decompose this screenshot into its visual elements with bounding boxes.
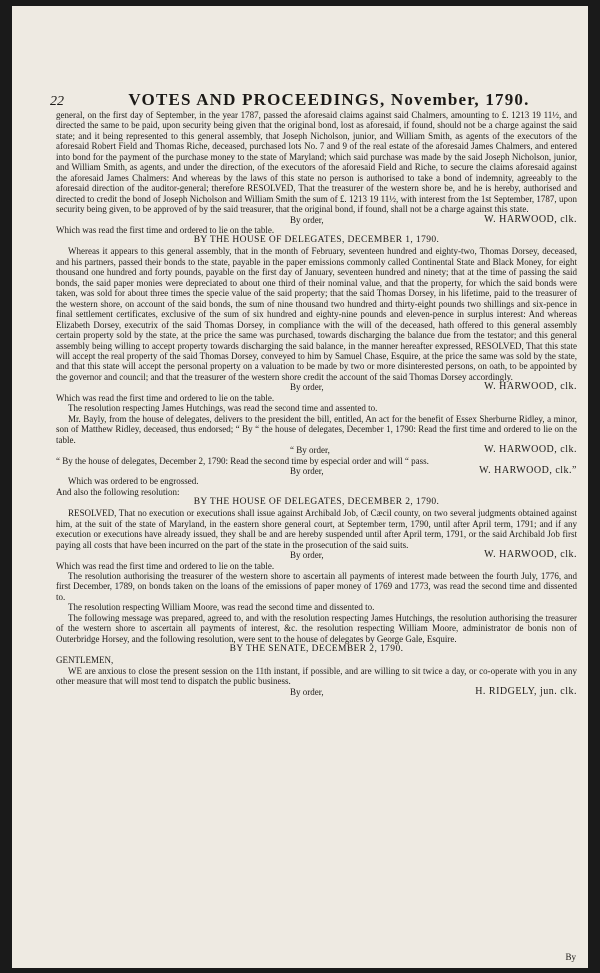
status-line: Which was ordered to be engrossed. bbox=[68, 476, 199, 487]
paragraph-hutchings: The resolution respecting James Hutchings, was read the second time and assented to. bbox=[68, 403, 378, 414]
signature-line: By order, W. HARWOOD, clk.” bbox=[290, 464, 577, 476]
paragraph-second-reading: “ By the house of delegates, December 2, 1790: Read the second time by especial order and will “ pass. bbox=[56, 455, 429, 466]
paragraph-chalmers: general, on the first day of September, in the year 1787, passed the aforesaid claims against said Chalmers, amounting to £. 1213 19 11½, and directed the same to be paid, upon security being given that the original bond, lost as aforesaid, if found, should not be a charge against the said state; and it being represented to this general assembly, that Joseph Nicholson, junior, and William Smith, as agents of the executors of the aforesaid Robert Field and Thomas Riche, deceased, purchased lots No. 7 and 9 of the real estate of the aforesaid James Chalmers, and entered into bond for the payment of the purchase money to the state of Maryland; which said purchase was made by the said Joseph Nicholson, junior, and William Smith, as agents, and under the direction, of the executors of the aforesaid Field and Riche, to secure the claims aforesaid against the aforesaid James Chalmers: And whereas by the laws of this state no person is authorised to take a bond of indemnity, agreeably to the aforesaid direction of the auditor-general; therefore RESOLVED, That the treasurer of the western shore be, and he is hereby, authorised and directed to credit the bond of Joseph Nicholson and William Smith the sum of £. 1213 19 11½, with interest from the 1st September, 1787, upon security being given, to be approved of by the said treasurer, that the original bond, if found, shall not be a charge against this state. bbox=[56, 110, 577, 215]
status-line: Which was read the first time and ordered to lie on the table. bbox=[56, 392, 275, 403]
section-heading: BY THE HOUSE OF DELEGATES, DECEMBER 1, 1790. bbox=[193, 235, 440, 246]
page-body bbox=[56, 110, 577, 697]
page-number: 22 bbox=[50, 94, 64, 109]
signature-line: By order, H. RIDGELY, jun. clk. bbox=[290, 685, 577, 697]
signature-line: “ By order, W. HARWOOD, clk. bbox=[290, 444, 577, 456]
salutation: GENTLEMEN, bbox=[56, 655, 114, 666]
catchword: By bbox=[565, 952, 576, 962]
status-line: And also the following resolution: bbox=[56, 486, 180, 497]
paragraph-moore: The resolution respecting William Moore, was read the second time and dissented to. bbox=[68, 602, 375, 613]
paragraph-dorsey: Whereas it appears to this general assembly, that in the month of February, seventeen hundred and eighty-two, Thomas Dorsey, deceased, and his partners, passed their bonds to the state, payable in the paper emissions commonly called Continental State and Black Money, for eight thousand one hundred and forty pounds, payable on the first day of January, seventeen hundred and ninety; that at the time of passing the said bonds, the said paper monies were depreciated to about one third of their nominal value, and that the property, for which the said bonds were taken, was sold for about three times the specie value of the said property; that the said Thomas Dorsey, in his lifetime, paid to the treasurer of the western shore, on account of the said bonds, the sum of nine thousand two hundred and thirty-eight pounds two shillings and six-pence in final settlement certificates, exclusive of the sum of six hundred and eighty-nine pounds and eleven-pence in surplus interest: And whereas Elizabeth Dorsey, executrix of the said Thomas Dorsey, in compliance with the will of the deceased, hath offered to this general assembly certain property sold by the state, at the price the same was purchased, towards discharging the balance due from the testator; and this general assembly being willing to accept property towards discharging the said balance, in the manner hereafter expressed, RESOLVED, That this state will accept the real property of the said Thomas Dorsey, conveyed to him by Samuel Chase, Esquire, at the price the same was sold by the state, and that this state will accept the personal property on a valuation to be made by two or more disinterested persons, on oath, to be appointed by the governor and council; and that the treasurer of the western shore credit the account of the said Thomas Dorsey accordingly. bbox=[56, 246, 577, 382]
status-line: Which was read the first time and ordered to lie on the table. bbox=[56, 224, 275, 235]
page-header bbox=[50, 90, 574, 110]
running-title: VOTES AND PROCEEDINGS, November, 1790. bbox=[128, 90, 530, 109]
section-heading: BY THE SENATE, DECEMBER 2, 1790. bbox=[229, 644, 404, 655]
signature-line: By order, W. HARWOOD, clk. bbox=[290, 549, 577, 561]
section-heading: BY THE HOUSE OF DELEGATES, DECEMBER 2, 1790. bbox=[193, 497, 440, 508]
paragraph-job: RESOLVED, That no execution or executions shall issue against Archibald Job, of Cæcil county, on two several judgments obtained against him, at the suit of the state of Maryland, in the eastern shore general court, at September term, 1790, until after April term, 1791; and if any execution or executions have already issued, they shall be and are hereby suspended until after April term, 1791, or the said Archibald Job first paying all costs that have been incurred on the part of the state in the prosecution of the said suits. bbox=[56, 508, 577, 550]
paragraph-bayly: Mr. Bayly, from the house of delegates, delivers to the president the bill, entitled, An act for the benefit of Essex Sherburne Ridley, a minor, son of Matthew Ridley, deceased, thus endorsed; “ By “ the house of delegates, December 1, 1790: Read the first time and ordered to lie on the table. bbox=[56, 413, 577, 445]
paragraph-interest: The resolution authorising the treasurer of the western shore to ascertain all payments of interest made between the fourth July, 1776, and first December, 1789, on bonds taken on the loans of the emissions of paper money of 1769 and 1773, was read the second time and dissented to. bbox=[56, 571, 577, 602]
document-page bbox=[12, 6, 588, 968]
signature-line: By order, W. HARWOOD, clk. bbox=[290, 213, 577, 225]
signature-line: By order, W. HARWOOD, clk. bbox=[290, 381, 577, 393]
paragraph-anxious: WE are anxious to close the present session on the 11th instant, if possible, and are willing to sit twice a day, or co-operate with you in any other measure that will most tend to dispatch the public business. bbox=[56, 665, 577, 687]
paragraph-message: The following message was prepared, agreed to, and with the resolution respecting James Hutchings, the resolution authorising the treasurer of the western shore to ascertain all payments of interest, &c. the resolution respecting William Moore, administrator de bonis non of Outerbridge Horsey, and the following resolution, were sent to the house of delegates by George Gale, Esquire. bbox=[56, 612, 577, 644]
status-line: Which was read the first time and ordered to lie on the table. bbox=[56, 560, 275, 571]
